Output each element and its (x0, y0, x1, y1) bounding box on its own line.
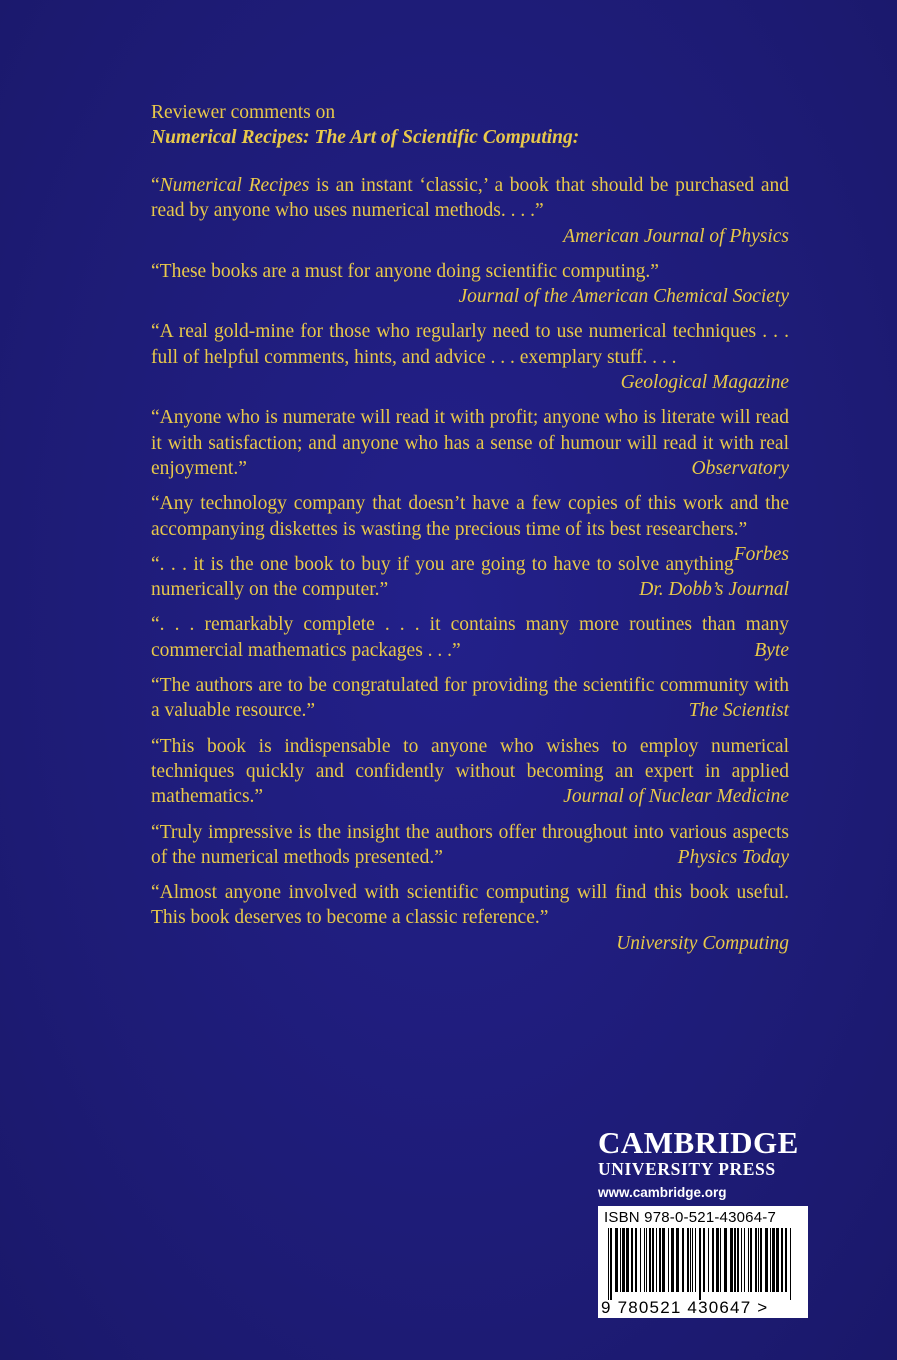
reviewer-quotes (151, 173, 789, 966)
barcode-bar (748, 1228, 749, 1292)
quote-text: “Anyone who is numerate will read it with profit; anyone who is literate will read it with satisfaction; and anyone who has a sense of humour will read it with real enjoyment.” Observatory (151, 405, 789, 481)
barcode-bar (703, 1228, 705, 1292)
barcode-bar (610, 1228, 612, 1300)
barcode-bar (695, 1228, 696, 1292)
quote-text: “Almost anyone involved with scientific computing will find this book useful. This book deserves to become a classic reference.” (151, 882, 789, 929)
quote-text: “. . . it is the one book to buy if you are going to have to solve anything numerically on the computer.” Dr. Dobb’s Journal (151, 552, 789, 603)
quote-source: The Scientist (688, 700, 789, 722)
review-quote (151, 173, 789, 249)
quote-source: Journal of the American Chemical Society (458, 286, 789, 308)
barcode-bar (785, 1228, 787, 1292)
barcode-bar (622, 1228, 625, 1292)
publisher-name: CAMBRIDGE (598, 1125, 799, 1160)
barcode-bar (730, 1228, 733, 1292)
quote-source: Geological Magazine (620, 372, 789, 394)
barcode-bar (737, 1228, 739, 1292)
barcode-bar (772, 1228, 775, 1292)
barcode-bar (699, 1228, 701, 1300)
barcode-bar (716, 1228, 719, 1292)
barcode-bar (744, 1228, 745, 1292)
intro (151, 100, 791, 150)
quote-source: Byte (754, 639, 789, 661)
barcode-bars (606, 1228, 800, 1300)
quote-text: “This book is indispensable to anyone who wishes to employ numerical techniques quickly and confidently without becoming an expert in applied mathematics.” Journal of Nuclear Medicine (151, 734, 789, 810)
quote-emphasis: Numerical Recipes (159, 175, 310, 196)
barcode-bar (659, 1228, 661, 1292)
barcode-bar (776, 1228, 779, 1292)
barcode-bar (631, 1228, 633, 1292)
isbn-number: ISBN 978-0-521-43064-7 (604, 1209, 777, 1226)
quote-text: “A real gold-mine for those who regularly need to use numerical techniques . . . full of helpful comments, hints, and advice . . . exemplary stuff. . . . (151, 321, 789, 368)
quote-text: “Truly impressive is the insight the authors offer throughout into various aspects of the numerical methods presented.” Physics Today (151, 820, 789, 871)
barcode-bar (708, 1228, 709, 1292)
barcode-bar (781, 1228, 783, 1292)
publisher-url: www.cambridge.org (598, 1185, 727, 1200)
barcode-bar (687, 1228, 689, 1292)
barcode-bar (755, 1228, 757, 1292)
review-quote (151, 552, 789, 603)
publisher-logo (598, 1125, 808, 1204)
quote-source: Forbes (733, 543, 789, 565)
quote-source: Journal of Nuclear Medicine (563, 786, 789, 808)
barcode-bar (671, 1228, 674, 1292)
quote-text: “Numerical Recipes is an instant ‘classic,’ a book that should be purchased and read by anyone who uses numerical methods. . . .” (151, 175, 789, 222)
barcode-bar (652, 1228, 654, 1292)
quote-text: “. . . remarkably complete . . . it contains many more routines than many commercial mathematics packages . . .” Byte (151, 612, 789, 663)
barcode-digits: 9 780521 430647 > (601, 1298, 769, 1317)
barcode-bar (676, 1228, 679, 1292)
barcode-bar (760, 1228, 762, 1292)
barcode-bar (765, 1228, 768, 1292)
quote-source: Observatory (691, 457, 789, 479)
barcode-bar (662, 1228, 665, 1292)
review-quote (151, 612, 789, 663)
quote-text: “These books are a must for anyone doing scientific computing.” (151, 260, 659, 282)
quote-source: Physics Today (677, 846, 789, 868)
review-quote (151, 405, 789, 481)
barcode-bar (724, 1228, 727, 1292)
barcode-bar (644, 1228, 645, 1292)
barcode-bar (640, 1228, 641, 1292)
barcode-bar (712, 1228, 714, 1292)
intro-line: Reviewer comments on (151, 102, 336, 123)
quote-source: Dr. Dobb’s Journal (639, 579, 789, 601)
quote-source: American Journal of Physics (563, 225, 789, 247)
barcode-bar (750, 1228, 752, 1292)
barcode-bar (734, 1228, 736, 1292)
barcode-bar (741, 1228, 742, 1292)
review-quote (151, 880, 789, 956)
review-quote (151, 259, 789, 310)
quote-source: University Computing (616, 932, 789, 954)
barcode (598, 1206, 808, 1318)
barcode-bar (720, 1228, 721, 1292)
review-quote (151, 734, 789, 810)
review-quote (151, 673, 789, 724)
barcode-bar (790, 1228, 791, 1300)
book-title: Numerical Recipes: The Art of Scientific Computing: (151, 127, 580, 148)
barcode-bar (646, 1228, 647, 1292)
barcode-bar (758, 1228, 759, 1292)
barcode-bar (635, 1228, 637, 1292)
barcode-bar (615, 1228, 618, 1292)
publisher-subtitle: UNIVERSITY PRESS (598, 1159, 776, 1179)
review-quote (151, 820, 789, 871)
quote-text: “Any technology company that doesn’t have a few copies of this work and the accompanying diskettes is wasting the precious time of its best researchers.” Forbes (151, 491, 789, 542)
review-quote (151, 491, 789, 565)
barcode-bar (620, 1228, 621, 1292)
barcode-bar (608, 1228, 609, 1300)
barcode-bar (770, 1228, 771, 1292)
barcode-bar (692, 1228, 693, 1292)
barcode-bar (668, 1228, 669, 1292)
quote-text: “The authors are to be congratulated for providing the scientific community with a valuable resource.” The Scientist (151, 673, 789, 724)
barcode-bar (656, 1228, 657, 1292)
barcode-bar (690, 1228, 691, 1292)
barcode-bar (682, 1228, 684, 1292)
barcode-bar (626, 1228, 629, 1292)
barcode-bar (649, 1228, 651, 1292)
review-quote (151, 319, 789, 395)
